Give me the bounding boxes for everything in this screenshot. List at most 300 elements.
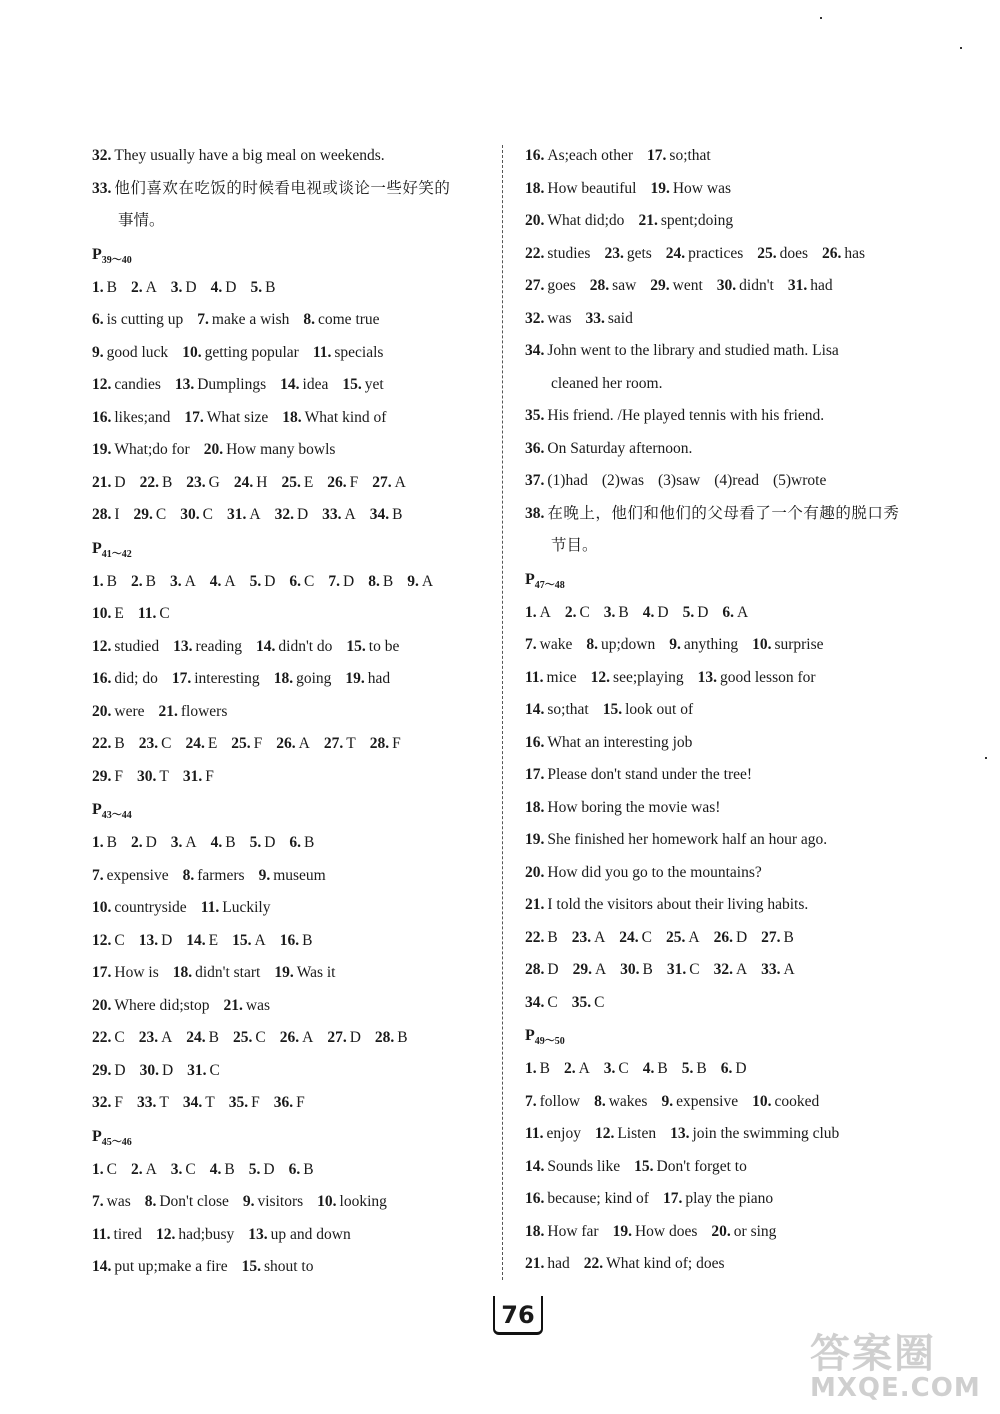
- answer-text: A: [184, 572, 196, 590]
- question-number: 20.: [525, 212, 545, 229]
- answer-text: studied: [114, 637, 160, 655]
- answer-text: good lesson for: [720, 668, 816, 686]
- answer-item: [243, 1186, 303, 1219]
- answer-text: has: [844, 244, 866, 262]
- answer-item: [370, 728, 401, 761]
- answer-text: D: [547, 961, 559, 978]
- question-number: 26.: [276, 735, 296, 752]
- answer-text: A: [302, 1029, 314, 1046]
- answer-text: studies: [547, 244, 591, 262]
- question-number: 2.: [130, 834, 143, 851]
- answer-text: or sing: [733, 1222, 777, 1240]
- question-number: 3.: [603, 1060, 616, 1077]
- answer-item: [525, 205, 624, 238]
- answer-line: [92, 990, 492, 1023]
- question-number: 23.: [604, 244, 624, 262]
- answer-line: [525, 857, 945, 890]
- answer-text: (4)read: [714, 472, 759, 489]
- answer-text: D: [735, 928, 748, 946]
- question-number: 20.: [203, 441, 224, 458]
- answer-item: [186, 1022, 219, 1055]
- answer-text: C: [255, 1029, 266, 1046]
- answer-text: follow: [539, 1092, 581, 1110]
- answer-item: [242, 1251, 314, 1284]
- answer-text: gets: [626, 244, 652, 262]
- question-number: 17.: [92, 964, 112, 981]
- answer-item: [619, 922, 652, 955]
- answer-text: practices: [688, 244, 744, 262]
- answer-text: A: [161, 1029, 173, 1046]
- answer-item: [663, 1183, 773, 1216]
- answer-text: A: [539, 603, 551, 621]
- answer-item: [591, 662, 684, 695]
- answer-item: [670, 1118, 839, 1151]
- question-number: 6.: [720, 1060, 733, 1077]
- question-number: 3.: [170, 834, 183, 851]
- answer-text: B: [106, 834, 117, 851]
- answer-item: [211, 272, 237, 305]
- question-number: 13.: [174, 376, 195, 393]
- question-number: 9.: [669, 636, 681, 653]
- answer-item: [92, 728, 125, 761]
- answer-line: [525, 1118, 945, 1151]
- answer-item: [139, 728, 172, 761]
- answer-line: [525, 954, 945, 987]
- answer-item: [229, 1087, 260, 1120]
- answer-text: so;that: [547, 701, 589, 718]
- question-number: 7.: [92, 866, 104, 884]
- answer-line: [525, 1086, 945, 1119]
- answer-text: E: [207, 735, 218, 752]
- answer-text: because; kind of: [547, 1190, 649, 1207]
- question-number: 7.: [92, 1193, 104, 1210]
- answer-text: Please don't stand under the tree!: [547, 766, 753, 783]
- answer-continuation: 节目。: [551, 537, 598, 554]
- question-number: 33.: [761, 961, 781, 978]
- answer-line: [92, 369, 492, 402]
- answer-item: [184, 402, 268, 435]
- answer-item: [92, 663, 158, 696]
- answer-text: B: [224, 1160, 235, 1178]
- answer-item: [92, 761, 123, 794]
- answer-text: What an interesting job: [547, 733, 693, 751]
- answer-text: looking: [339, 1193, 387, 1210]
- answer-line: [525, 694, 945, 727]
- answer-text: T: [159, 767, 169, 785]
- answer-text: T: [346, 735, 356, 752]
- answer-item: [525, 238, 590, 271]
- question-number: 2.: [130, 1160, 143, 1178]
- question-number: 18.: [525, 179, 545, 197]
- question-number: 6.: [289, 572, 302, 590]
- answer-text: join the swimming club: [692, 1125, 840, 1142]
- answer-text: D: [296, 506, 309, 523]
- answer-item: [525, 270, 576, 303]
- answer-text: F: [253, 735, 263, 752]
- question-number: 31.: [226, 506, 247, 523]
- answer-text: D: [343, 572, 355, 590]
- question-number: 6.: [289, 834, 302, 851]
- question-number: 19.: [525, 831, 545, 848]
- answer-text: come true: [318, 311, 380, 328]
- question-number: 28.: [92, 506, 112, 523]
- answer-text: John went to the library and studied math. Lisa: [547, 342, 839, 359]
- answer-item: [92, 925, 125, 958]
- answer-item: [92, 631, 159, 664]
- answer-text: B: [382, 572, 394, 590]
- answer-item: [92, 1251, 228, 1284]
- question-number: 28.: [525, 961, 545, 978]
- question-number: 2.: [130, 278, 143, 296]
- answer-text: (2)was: [601, 472, 645, 489]
- answer-text: What did;do: [547, 212, 625, 229]
- answer-text: B: [265, 278, 276, 296]
- answer-item: [525, 694, 589, 727]
- question-number: 10.: [317, 1193, 337, 1210]
- page-number: 76: [493, 1296, 543, 1335]
- question-number: 9.: [92, 343, 104, 361]
- answer-text: C: [185, 1160, 196, 1178]
- question-number: 22.: [525, 928, 545, 946]
- question-number: 35.: [571, 993, 592, 1011]
- answer-line: [92, 631, 492, 664]
- answer-line: [525, 922, 945, 955]
- section-page-range: 41～42: [101, 548, 132, 560]
- answer-text: D: [735, 1060, 747, 1077]
- answer-text: B: [304, 834, 315, 851]
- answer-text: His friend. /He played tennis with his friend.: [547, 407, 825, 424]
- question-number: 16.: [92, 670, 112, 687]
- answer-text: specials: [334, 343, 384, 361]
- answer-line: [525, 1248, 945, 1281]
- answer-text: was: [106, 1193, 131, 1210]
- answer-text: B: [303, 1160, 314, 1178]
- answer-text: visitors: [257, 1193, 304, 1210]
- answer-item: [525, 303, 571, 336]
- answer-text: surprise: [774, 636, 824, 653]
- question-number: 25.: [281, 473, 301, 491]
- question-number: 6.: [722, 603, 735, 621]
- answer-text: Don't forget to: [656, 1157, 747, 1175]
- question-number: 7.: [328, 572, 341, 590]
- answer-text: Luckily: [222, 899, 271, 916]
- answer-item: [822, 238, 865, 271]
- answer-item: [182, 337, 299, 370]
- question-number: 24.: [665, 244, 686, 262]
- answer-item: [682, 1053, 707, 1086]
- question-number: 21.: [223, 996, 243, 1014]
- question-number: 31.: [666, 961, 687, 978]
- answer-item: [585, 303, 632, 336]
- answer-item: [586, 629, 655, 662]
- question-number: 17.: [662, 1190, 683, 1207]
- answer-item: [565, 597, 590, 630]
- question-number: 26.: [822, 244, 842, 262]
- question-number: 26.: [713, 928, 733, 946]
- question-number: 10.: [752, 1092, 772, 1110]
- question-number: 16.: [525, 147, 545, 164]
- question-number: 12.: [594, 1125, 615, 1142]
- question-number: 14.: [92, 1258, 112, 1275]
- answer-text: didn't: [739, 277, 774, 294]
- question-number: 6.: [288, 1160, 301, 1178]
- question-number: 30.: [139, 1061, 159, 1079]
- answer-text: F: [251, 1094, 260, 1111]
- answer-text: How far: [547, 1222, 599, 1240]
- answer-item: [92, 434, 190, 467]
- answer-item: [92, 566, 117, 599]
- answer-item: [375, 1022, 408, 1055]
- question-number: 32.: [525, 309, 545, 327]
- question-number: 4.: [210, 278, 223, 296]
- question-number: 8.: [368, 572, 380, 590]
- answer-line: [92, 1055, 492, 1088]
- question-number: 15.: [346, 637, 366, 655]
- answer-text: (1)had: [547, 472, 588, 489]
- question-number: 24.: [186, 1029, 206, 1046]
- answer-item: [180, 499, 213, 532]
- answer-item: [289, 566, 314, 599]
- answer-text: see;playing: [613, 668, 684, 686]
- answer-item: [281, 467, 313, 500]
- question-number: 10.: [182, 343, 202, 361]
- answer-line: [92, 402, 492, 435]
- answer-item: [752, 1086, 819, 1119]
- question-number: 10.: [752, 636, 772, 653]
- question-number: 9.: [258, 866, 271, 884]
- question-number: 1.: [92, 834, 104, 851]
- answer-text: did; do: [114, 670, 158, 687]
- answer-text: cooked: [774, 1092, 820, 1110]
- question-number: 10.: [92, 605, 112, 622]
- answer-item: [171, 1154, 196, 1187]
- answer-text: F: [114, 767, 123, 785]
- answer-item: [234, 467, 268, 500]
- answer-item: [274, 957, 335, 990]
- answer-item: [666, 922, 700, 955]
- answer-text: B: [114, 735, 125, 752]
- question-number: 17.: [525, 766, 545, 783]
- answer-item: [525, 662, 577, 695]
- answer-item: [683, 597, 709, 630]
- answer-text: A: [594, 928, 606, 946]
- answer-item: [250, 566, 276, 599]
- answer-item: [140, 1055, 174, 1088]
- answer-text: put up;make a fire: [114, 1258, 228, 1275]
- answer-item: [92, 990, 210, 1023]
- question-number: 12.: [92, 637, 112, 655]
- question-number: 25.: [757, 244, 777, 262]
- answer-text: had;busy: [178, 1225, 235, 1243]
- answer-item: [669, 629, 738, 662]
- answer-text: I told the visitors about their living habits.: [547, 896, 809, 913]
- question-number: 14.: [256, 637, 276, 655]
- answer-text: D: [114, 1061, 126, 1079]
- answer-item: [139, 1022, 173, 1055]
- answer-item: [711, 1216, 776, 1249]
- answer-text: so;that: [669, 147, 711, 164]
- answer-text: D: [264, 572, 276, 590]
- answer-item: [372, 467, 406, 500]
- question-number: 11.: [92, 1225, 111, 1243]
- question-number: 3.: [170, 278, 183, 296]
- question-number: 19.: [274, 964, 294, 981]
- question-number: 2.: [130, 572, 143, 590]
- answer-item: [280, 369, 328, 402]
- question-number: 21.: [525, 1255, 545, 1272]
- answer-text: E: [303, 473, 314, 491]
- answer-item: [525, 173, 636, 206]
- question-number: 30.: [716, 277, 737, 294]
- answer-item: [721, 1053, 747, 1086]
- answer-item: [92, 957, 159, 990]
- answer-item: [201, 892, 271, 925]
- section-page-range: 49～50: [534, 1036, 565, 1048]
- answer-item: [604, 238, 651, 271]
- question-number: 1.: [92, 278, 104, 296]
- answer-item: [327, 1022, 361, 1055]
- answer-item: [140, 467, 173, 500]
- answer-item: [171, 272, 197, 305]
- answer-item: [250, 827, 276, 860]
- question-number: 30.: [620, 961, 640, 978]
- question-number: 14.: [525, 701, 545, 718]
- answer-text: A: [783, 961, 795, 978]
- answer-item: [525, 1248, 570, 1281]
- column-divider: [502, 145, 503, 1280]
- answer-item: [594, 1086, 647, 1119]
- answer-text: (3)saw: [658, 472, 701, 489]
- question-number: 29.: [92, 1061, 112, 1079]
- answer-text: B: [657, 1060, 668, 1077]
- question-number: 28.: [374, 1029, 395, 1046]
- answer-line: [92, 598, 492, 631]
- answer-item: [368, 566, 393, 599]
- answer-item: [131, 827, 157, 860]
- answer-text: was: [245, 996, 270, 1014]
- answer-text: make a wish: [211, 311, 290, 328]
- answer-line: [92, 892, 492, 925]
- question-number: 36.: [525, 439, 545, 457]
- question-number: 1.: [525, 1060, 537, 1077]
- question-number: 28.: [589, 277, 610, 294]
- question-number: 34.: [182, 1094, 203, 1111]
- answer-item: [137, 761, 169, 794]
- answer-item: [303, 304, 379, 337]
- answer-text: C: [618, 1060, 629, 1077]
- answer-item: [92, 1022, 125, 1055]
- answer-text: Sounds like: [547, 1157, 621, 1175]
- answer-line: [92, 728, 492, 761]
- answer-text: D: [114, 473, 126, 491]
- watermark-en: MXQE.COM: [810, 1373, 981, 1403]
- answer-text: H: [256, 473, 268, 491]
- question-number: 3.: [169, 572, 182, 590]
- answer-text: going: [296, 670, 332, 687]
- answer-text: up;down: [600, 636, 656, 653]
- answer-item: [145, 1186, 229, 1219]
- answer-item: [603, 694, 693, 727]
- section-page-label: P: [92, 801, 102, 818]
- question-number: 21.: [525, 896, 545, 913]
- answer-item: [650, 270, 703, 303]
- answer-line: [92, 663, 492, 696]
- answer-item: [525, 1216, 599, 1249]
- answer-text: Don't close: [159, 1193, 229, 1210]
- answer-text: D: [697, 603, 709, 621]
- question-number: 5.: [249, 572, 262, 590]
- answer-item: [173, 957, 261, 990]
- question-number: 8.: [594, 1092, 606, 1110]
- answer-text: had: [547, 1255, 570, 1272]
- question-number: 34.: [369, 506, 390, 523]
- question-number: 11.: [525, 668, 544, 686]
- answer-item: [92, 696, 145, 729]
- answer-item: [643, 597, 669, 630]
- answer-text: flowers: [180, 702, 228, 720]
- answer-text: wakes: [608, 1092, 648, 1110]
- question-number: 5.: [682, 603, 695, 621]
- section-page-range: 43～44: [101, 810, 132, 822]
- question-number: 11.: [312, 343, 332, 361]
- answer-line: [92, 957, 492, 990]
- question-number: 5.: [250, 278, 263, 296]
- question-number: 13.: [138, 931, 159, 949]
- section-heading: [525, 1019, 945, 1053]
- answer-item: [620, 954, 653, 987]
- section-heading: [92, 238, 492, 272]
- question-number: 31.: [187, 1061, 207, 1079]
- answer-text: F: [205, 767, 214, 785]
- question-number: 16.: [525, 733, 545, 751]
- question-number: 20.: [525, 863, 545, 881]
- answer-line: [92, 467, 492, 500]
- question-number: 29.: [133, 506, 153, 523]
- answer-line: [525, 173, 945, 206]
- answer-text: good luck: [106, 343, 169, 361]
- question-number: 12.: [92, 931, 112, 949]
- answer-item: [259, 860, 326, 893]
- question-number: 11.: [525, 1125, 544, 1142]
- answer-text: C: [161, 735, 172, 752]
- question-number: 18.: [273, 670, 294, 687]
- answer-text: C: [114, 931, 125, 949]
- answer-line: [525, 662, 945, 695]
- answer-line: [92, 304, 492, 337]
- question-number: 20.: [92, 702, 112, 720]
- answer-text: Dumplings: [197, 376, 267, 393]
- answer-text: C: [594, 993, 605, 1011]
- answer-text: B: [539, 1060, 550, 1077]
- answer-item: [172, 663, 260, 696]
- answer-text: expensive: [676, 1092, 739, 1110]
- answer-item: [722, 597, 748, 630]
- answer-text: How does: [634, 1222, 698, 1240]
- answer-text: C: [114, 1029, 125, 1046]
- answer-text: B: [696, 1060, 707, 1077]
- answer-line: [525, 1183, 945, 1216]
- answer-text: were: [114, 702, 145, 720]
- answer-item: [280, 1022, 314, 1055]
- question-number: 1.: [525, 603, 537, 621]
- question-number: 16.: [92, 408, 112, 426]
- answer-text: said: [607, 309, 633, 327]
- answer-item: [313, 337, 384, 370]
- answer-item: [525, 1086, 580, 1119]
- answer-item: [525, 987, 558, 1020]
- answer-item: [613, 1216, 698, 1249]
- question-number: 23.: [138, 1029, 159, 1046]
